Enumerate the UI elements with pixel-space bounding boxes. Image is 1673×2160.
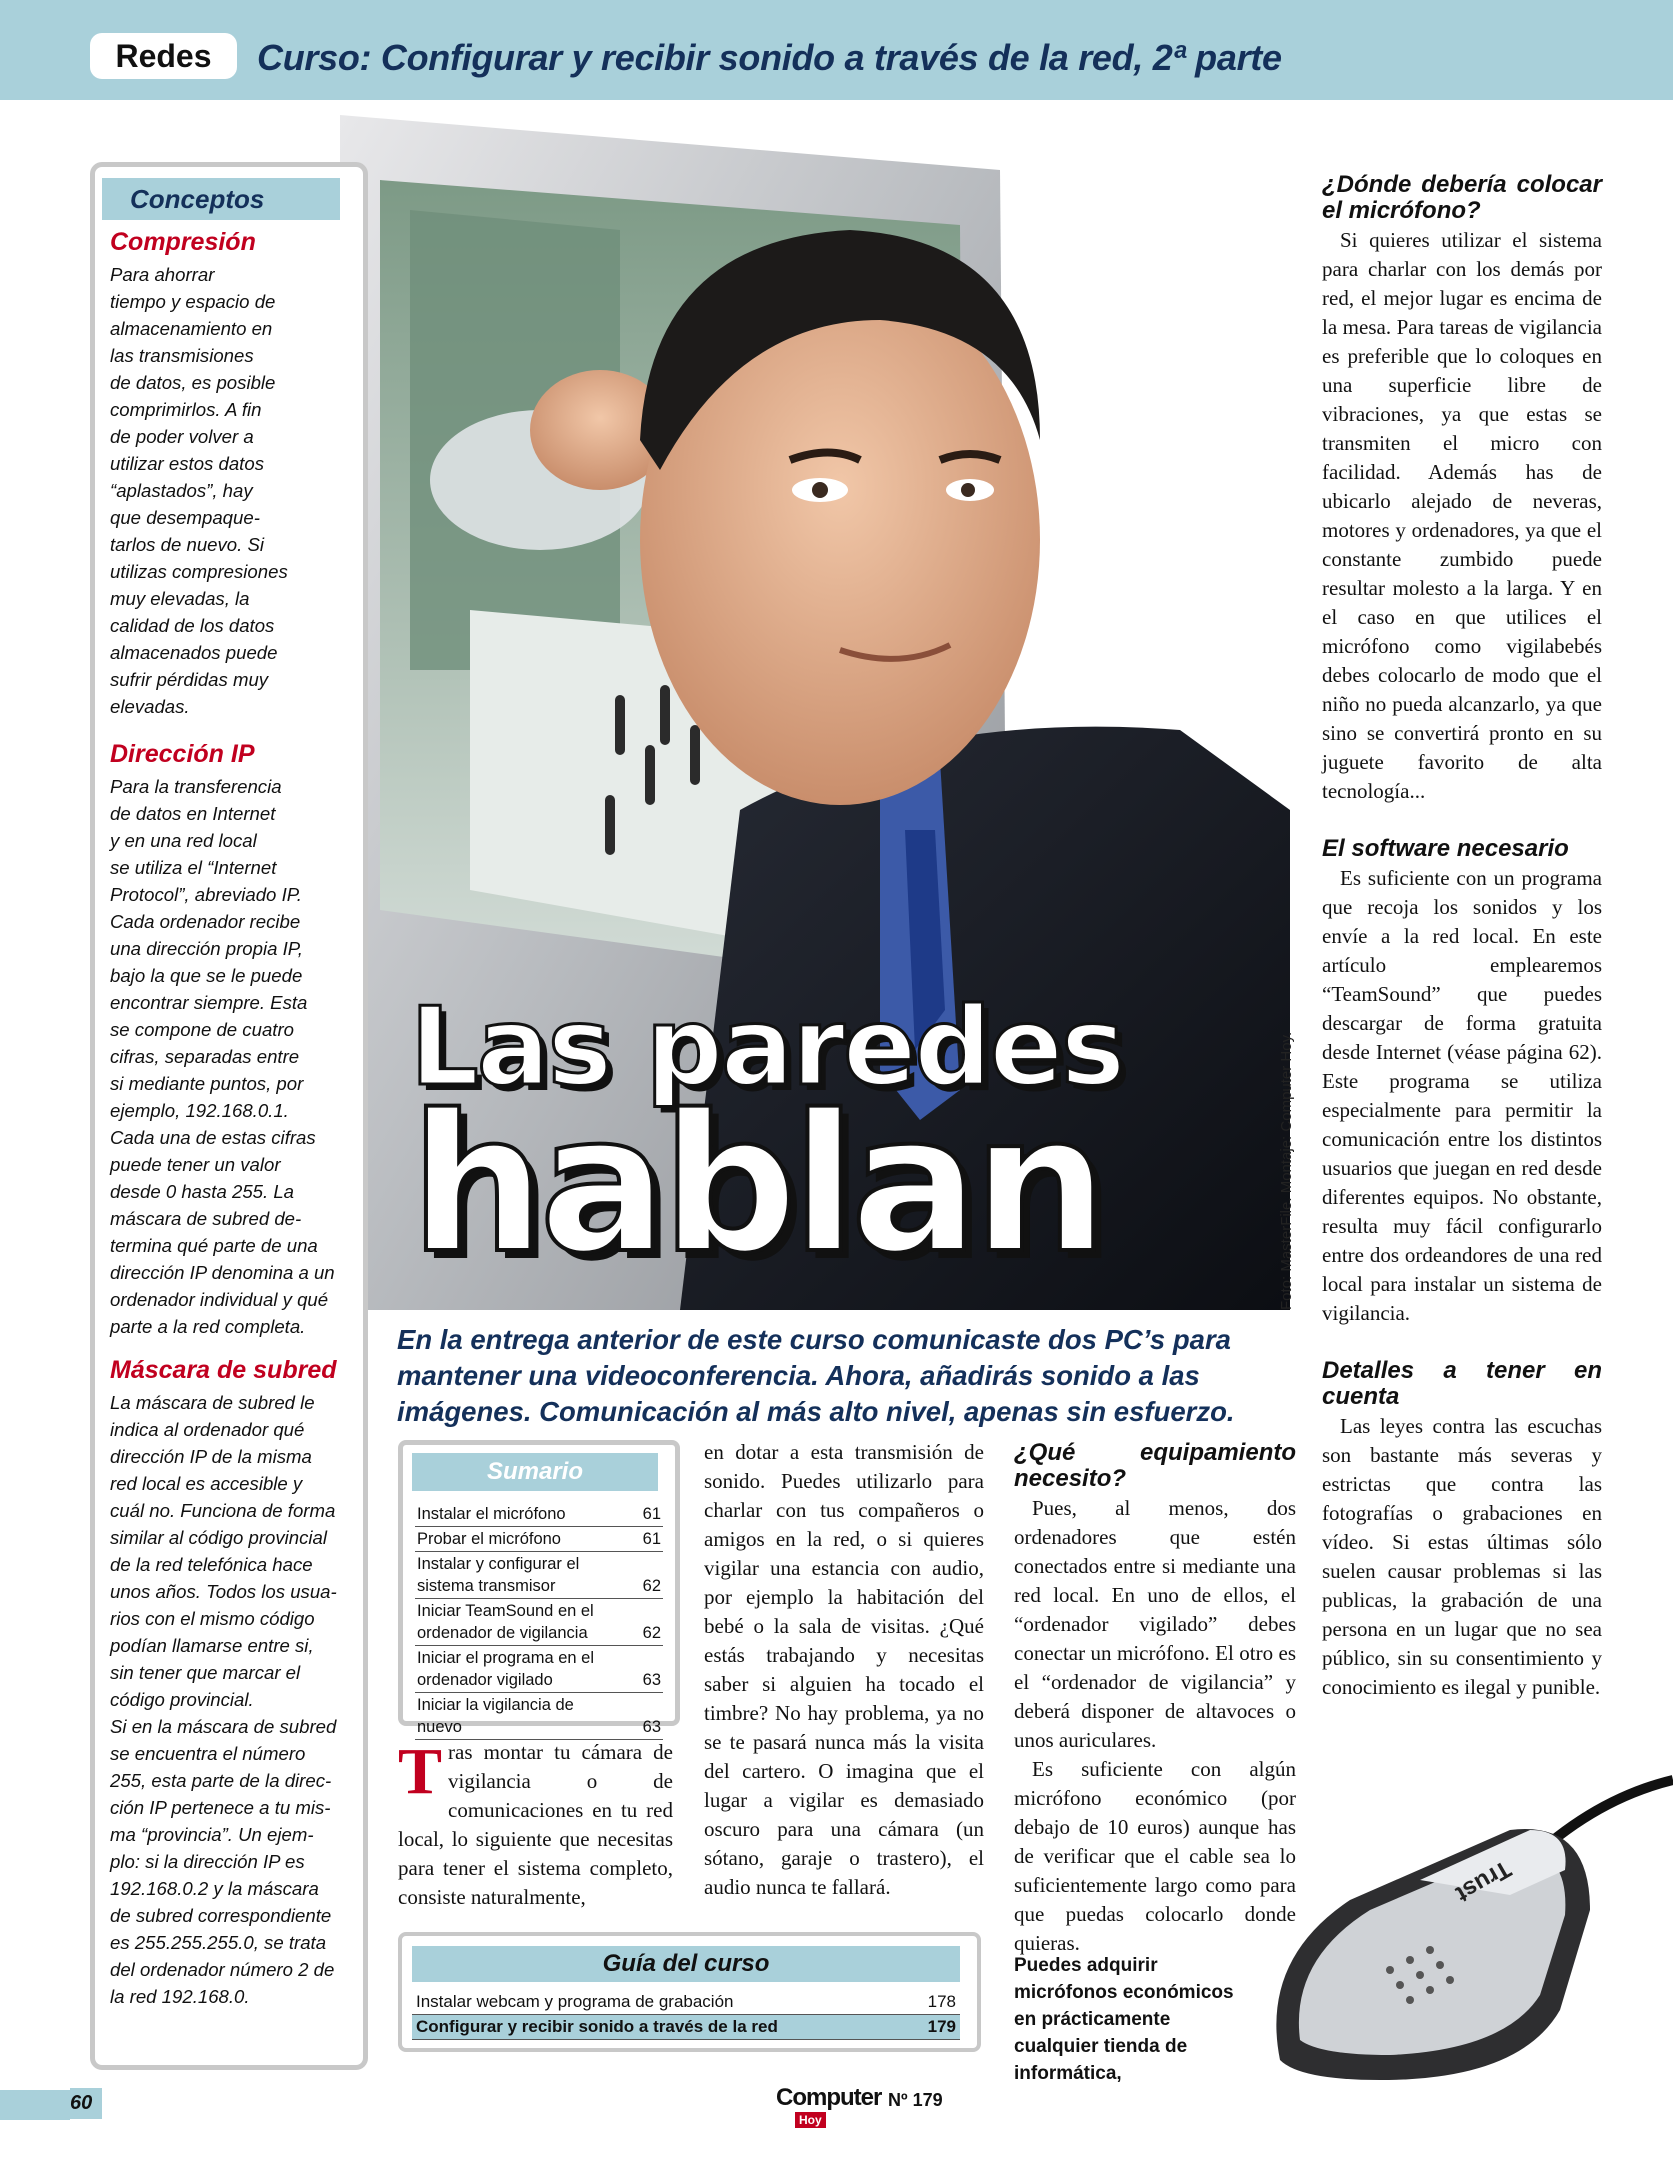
sumario-item-label: Iniciar el programa en el ordenador vigilado <box>417 1649 595 1689</box>
footer-band <box>0 2090 70 2120</box>
concept-text: Para ahorrar tiempo y espacio de almacenamiento en las transmisiones de datos, es posible comprimirlos. A fin de poder volver a utilizar estos datos “aplastados”, hay que desempaque- tarlos de nuevo. Si utilizas compresiones muy elevadas, la calidad de los datos almacenados puede sufrir pérdidas muy elevadas. <box>110 264 288 717</box>
article-text: en dotar a esta transmisión de sonido. Puedes utilizarlo para charlar con tus compañeros o amigos en la red, o si quieres vigilar una estancia con audio, por ejemplo la habitación del bebé o la sala de visitas. ¿Qué estás trabajando y necesitas saber si alguien ha tocado el timbre? No hay problema, ya no se te pasará nunca más la visita del cartero. O imagina que el lugar a vigilar es demasiado oscuro para una cámara (un sótano, garaje o trastero), el audio nunca te fallará. <box>704 1440 984 1899</box>
sumario-item-page: 61 <box>642 1505 661 1523</box>
course-guide-item-label: Configurar y recibir sonido a través de la red <box>416 2017 778 2036</box>
sumario-item-page: 63 <box>642 1671 661 1689</box>
article-paragraph: Si quieres utilizar el sistema para charlar con los demás por red, el mejor lugar es encima de la mesa. Para tareas de vigilancia es preferible que lo coloques en una superficie libre de vibraciones, ya que estas se transmiten el micro con facilidad. Además has de ubicarlo alejado de neveras, motores y ordenadores, ya que el constante zumbido puede resultar molesto a la larga. Y en el caso en que utilices el micrófono como vigilabebés debes colocarlo de modo que el niño no pueda alcanzarlo, ya que sino se convertirá pronto en su juguete favorito de alta tecnología... <box>1322 228 1602 803</box>
sumario-item-label: Instalar y configurar el sistema transmisor <box>417 1555 580 1595</box>
course-guide-item <box>412 1990 960 2015</box>
concept-title: Dirección IP <box>110 740 255 768</box>
course-guide-item-page: 178 <box>927 1992 956 2011</box>
drop-cap: T <box>398 1735 443 1808</box>
concept-text: Para la transferencia de datos en Internet y en una red local se utiliza el “Internet Protocol”, abreviado IP. Cada ordenador recibe una dirección propia IP, bajo la que se le puede encontrar siempre. Esta se compone de cuatro cifras, separadas entre si mediante puntos, por ejemplo, 192.168.0.1. Cada una de estas cifras puede tener un valor desde 0 hasta 255. La máscara de subred de- termina qué parte de una dirección IP denomina a un ordenador individual y qué parte a la red completa. <box>110 776 335 1337</box>
hero-title-line1: Las paredes <box>410 985 1124 1110</box>
article-section <box>1322 836 1602 1328</box>
article-column-1 <box>398 1735 673 1912</box>
magazine-logo-sub: Hoy <box>795 2112 826 2128</box>
issue-number: Nº 179 <box>888 2090 943 2110</box>
concept-title: Máscara de subred <box>110 1356 337 1384</box>
article-paragraph: Pues, al menos, dos ordenadores que estén conectados entre si mediante una red local. En uno de ellos, el “ordenador vigilado” debes conectar un micrófono. El otro es el “ordenador de vigilancia” y deberá disponer de altavoces o unos auriculares. <box>1014 1496 1296 1752</box>
sumario-item <box>415 1527 663 1552</box>
intro-lead: En la entrega anterior de este curso comunicaste dos PC’s para mantener una videoconferencia. Ahora, añadirás sonido a las imágenes. Comunicación al más alto nivel, apenas sin esfuerzo. <box>397 1324 1235 1427</box>
section-heading: Detalles a tener en cuenta <box>1322 1357 1602 1410</box>
article-text: ras montar tu cámara de vigilancia o de comunicaciones en tu red local, lo siguiente que necesitas para tener el sistema completo, consiste naturalmente, <box>398 1740 673 1909</box>
page-number: 60 <box>70 2088 102 2119</box>
course-guide-list <box>412 1990 960 2040</box>
sumario-item-label: Iniciar la vigilancia de nuevo <box>417 1696 574 1736</box>
section-heading: ¿Qué equipamiento necesito? <box>1014 1439 1296 1492</box>
course-guide-item-page: 179 <box>927 2017 956 2036</box>
magazine-logo: Computer <box>776 2084 882 2111</box>
article-column-2 <box>704 1438 984 1902</box>
course-guide-item-current <box>412 2015 960 2040</box>
section-heading: El software necesario <box>1322 835 1569 862</box>
article-paragraph: Es suficiente con un programa que recoja los sonidos y los envíe a la red local. En este artículo emplearemos “TeamSound” que puedes descargar de forma gratuita desde Internet (véase página 62). Este programa se utiliza especialmente para permitir la comunicación entre los distintos usuarios que juegan en red desde diferentes equipos. No obstante, resulta muy fácil configurarlo entre dos ordeandores de una red local para instalar un sistema de vigilancia. <box>1322 866 1602 1325</box>
photo-credit: Foto: MasterFile. Montaje: Computer Hoy. <box>1278 1031 1295 1310</box>
microphone-illustration <box>1260 1760 1673 2090</box>
page-title: Curso: Configurar y recibir sonido a través de la red, 2ª parte <box>257 37 1282 78</box>
article-paragraph: Las leyes contra las escuchas son bastante más severas y estrictas que contra las fotografías o grabaciones en vídeo. Si estas últimas sólo suelen causar problemas si las publicas, la grabación de una persona en un lugar que no sea público, sin su consentimiento y conocimiento es ilegal y punible. <box>1322 1414 1602 1699</box>
article-paragraph: Es suficiente con algún micrófono económico (por debajo de 10 euros) aunque has de verificar que el cable sea lo suficientemente largo como para que puedas colocarlo donde quieras. <box>1014 1757 1296 1955</box>
concept-direccion-ip <box>110 740 355 1340</box>
sumario-item <box>415 1502 663 1527</box>
article-section <box>1322 1358 1602 1702</box>
sumario-item-page: 61 <box>642 1530 661 1548</box>
sumario-item <box>415 1599 663 1646</box>
sumario-item-page: 63 <box>642 1718 661 1736</box>
course-guide-item-label: Instalar webcam y programa de grabación <box>416 1992 734 2011</box>
article-section <box>1322 172 1602 806</box>
hero-title-line2: hablan <box>410 1074 1103 1295</box>
sumario-item-label: Probar el micrófono <box>417 1530 561 1548</box>
article-column-3 <box>1014 1440 1296 1958</box>
sumario-item <box>415 1646 663 1693</box>
concepts-label: Conceptos <box>102 178 340 220</box>
sumario-item <box>415 1693 663 1740</box>
sumario-item-label: Iniciar TeamSound en el ordenador de vigilancia <box>417 1602 594 1642</box>
mic-brand-label: Trust <box>1451 1854 1516 1908</box>
concept-text: La máscara de subred le indica al ordenador qué dirección IP de la misma red local es accesible y cuál no. Funciona de forma similar al código provincial de la red telefónica hace unos años. Todos los usua- rios con el mismo código podían llamarse entre si, sin tener que marcar el código provincial. Si en la máscara de subred se encuentra el número 255, esta parte de la direc- ción IP pertenece a tu mis- ma “provincia”. Un ejem- plo: si la dirección IP es 192.168.0.2 y la máscara de subred correspondiente es 255.255.255.0, se trata del ordenador número 2 de la red 192.168.0. <box>110 1392 337 2007</box>
sumario-item-label: Instalar el micrófono <box>417 1505 566 1523</box>
sumario-item-page: 62 <box>642 1624 661 1642</box>
sumario-list <box>415 1502 663 1740</box>
microphone-image <box>1260 1760 1673 2090</box>
concept-title: Compresión <box>110 228 256 256</box>
section-tag: Redes <box>90 33 237 79</box>
sumario-item <box>415 1552 663 1599</box>
concept-mascara-subred <box>110 1356 355 2010</box>
sumario-item-page: 62 <box>642 1577 661 1595</box>
section-heading: ¿Dónde debería colocar el micrófono? <box>1322 171 1602 224</box>
image-caption: Puedes adquirir micrófonos económicos en prácticamente cualquier tienda de informática, <box>1014 1955 1234 2084</box>
course-guide-title: Guía del curso <box>412 1946 960 1982</box>
sumario-title: Sumario <box>412 1453 658 1491</box>
concept-compresion <box>110 228 355 720</box>
article-column-4 <box>1322 172 1602 1732</box>
